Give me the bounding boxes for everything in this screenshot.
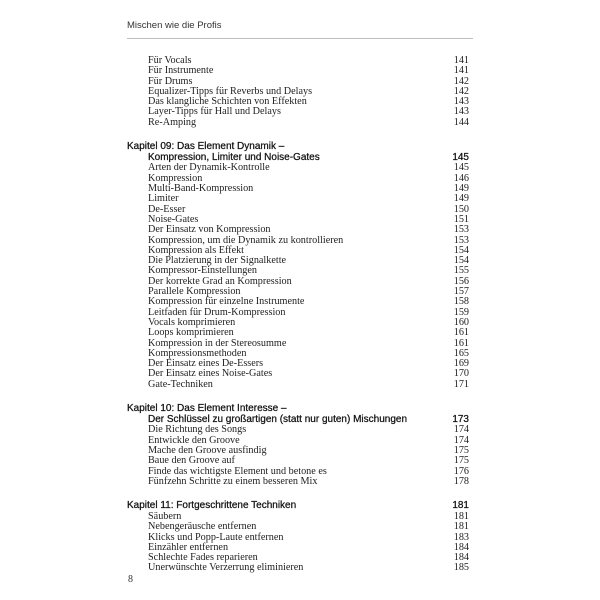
chapter-09 xyxy=(127,142,469,390)
entry-page: 154 xyxy=(453,244,469,256)
entry-page: 185 xyxy=(453,562,469,574)
entry-page: 145 xyxy=(453,162,469,174)
entry-title: Der Einsatz eines De-Essers xyxy=(148,358,264,370)
entry-page: 183 xyxy=(453,531,469,543)
entry-page: 184 xyxy=(453,541,469,553)
entry-title: Fünfzehn Schritte zu einem besseren Mix xyxy=(148,475,318,487)
toc-entry xyxy=(127,563,469,573)
entry-page: 165 xyxy=(453,347,469,359)
entry-title: Layer-Tipps für Hall und Delays xyxy=(148,106,281,118)
entry-page: 153 xyxy=(453,224,469,236)
entry-title: Das klangliche Schichten von Effekten xyxy=(148,96,307,108)
entry-page: 181 xyxy=(453,510,469,522)
entry-page: 146 xyxy=(453,172,469,184)
chapter-11 xyxy=(127,501,469,573)
chapter-page: 181 xyxy=(452,500,469,512)
entry-page: 158 xyxy=(453,296,469,308)
entry-title: Noise-Gates xyxy=(148,213,199,225)
entry-page: 174 xyxy=(453,424,469,436)
entry-page: 159 xyxy=(453,306,469,318)
entry-page: 170 xyxy=(453,368,469,380)
entry-title: Der Einsatz eines Noise-Gates xyxy=(148,368,273,380)
toc-entry xyxy=(127,380,469,390)
entry-page: 151 xyxy=(453,213,469,225)
entry-title: Leitfaden für Drum-Kompression xyxy=(148,306,286,318)
entry-title: Kompression, um die Dynamik zu kontrollieren xyxy=(148,234,344,246)
entry-page: 171 xyxy=(453,378,469,390)
entry-page: 153 xyxy=(453,234,469,246)
entry-page: 169 xyxy=(453,358,469,370)
toc-entry xyxy=(127,522,469,532)
running-head: Mischen wie die Profis xyxy=(127,20,222,31)
entry-page: 143 xyxy=(453,96,469,108)
chapter-page: 173 xyxy=(452,413,469,425)
entry-title: Für Vocals xyxy=(148,55,192,66)
entry-title: Entwickle den Groove xyxy=(148,434,240,446)
entry-page: 175 xyxy=(453,445,469,457)
entry-title: Klicks und Popp-Laute entfernen xyxy=(148,531,284,543)
entry-page: 175 xyxy=(453,455,469,467)
entry-title: Kompressor-Einstellungen xyxy=(148,265,258,277)
table-of-contents xyxy=(127,56,469,574)
entry-title: De-Esser xyxy=(148,203,186,215)
toc-entry xyxy=(127,477,469,487)
entry-title: Schlechte Fades reparieren xyxy=(148,552,258,564)
entry-title: Vocals komprimieren xyxy=(148,316,236,328)
entry-title: Finde das wichtigste Element und betone es xyxy=(148,465,327,477)
entry-title: Mache den Groove ausfindig xyxy=(148,445,267,457)
entry-page: 154 xyxy=(453,255,469,267)
entry-page: 144 xyxy=(453,116,469,128)
entry-title: Nebengeräusche entfernen xyxy=(148,521,257,533)
entry-page: 155 xyxy=(453,265,469,277)
entry-title: Kompressionsmethoden xyxy=(148,347,247,359)
entry-title: Re-Amping xyxy=(148,116,197,128)
entry-title: Die Richtung des Songs xyxy=(148,424,247,436)
entry-title: Gate-Techniken xyxy=(148,378,213,390)
chapter-10 xyxy=(127,404,469,487)
entry-page: 149 xyxy=(453,193,469,205)
chapter-heading-line2: Der Schlüssel zu großartigen (statt nur guten) Mischungen xyxy=(148,413,408,425)
entry-page: 141 xyxy=(453,55,469,66)
chapter-heading-line1: Kapitel 09: Das Element Dynamik – xyxy=(127,141,285,153)
entry-title: Kompression in der Stereosumme xyxy=(148,337,287,349)
entry-title: Kompression als Effekt xyxy=(148,244,245,256)
entry-page: 141 xyxy=(453,65,469,77)
entry-title: Die Platzierung in der Signalkette xyxy=(148,255,287,267)
entry-page: 184 xyxy=(453,552,469,564)
entry-title: Loops komprimieren xyxy=(148,327,234,339)
entry-title: Unerwünschte Verzerrung eliminieren xyxy=(148,562,304,574)
entry-title: Baue den Groove auf xyxy=(148,455,235,467)
entry-page: 157 xyxy=(453,286,469,298)
entry-title: Säubern xyxy=(148,510,182,522)
chapter-heading-line2: Kompression, Limiter und Noise-Gates xyxy=(148,151,320,163)
entry-page: 142 xyxy=(453,75,469,87)
chapter-heading-line1: Kapitel 11: Fortgeschrittene Techniken xyxy=(127,500,297,512)
entry-title: Für Instrumente xyxy=(148,65,214,77)
entry-page: 176 xyxy=(453,465,469,477)
entry-title: Für Drums xyxy=(148,75,193,87)
entry-page: 181 xyxy=(453,521,469,533)
entry-page: 150 xyxy=(453,203,469,215)
entry-page: 174 xyxy=(453,434,469,446)
entry-page: 156 xyxy=(453,275,469,287)
chapter-heading-line1: Kapitel 10: Das Element Interesse – xyxy=(127,403,287,415)
page-number: 8 xyxy=(128,574,133,585)
toc-entry xyxy=(127,328,469,338)
entry-title: Parallele Kompression xyxy=(148,286,241,298)
entry-title: Einzähler entfernen xyxy=(148,541,229,553)
entry-title: Der korrekte Grad an Kompression xyxy=(148,275,292,287)
entry-page: 161 xyxy=(453,327,469,339)
entry-title: Der Einsatz von Kompression xyxy=(148,224,271,236)
entry-title: Kompression für einzelne Instrumente xyxy=(148,296,305,308)
chapter-page: 145 xyxy=(452,151,469,163)
entry-page: 160 xyxy=(453,316,469,328)
entry-page: 149 xyxy=(453,183,469,195)
entry-page: 143 xyxy=(453,106,469,118)
entry-title: Kompression xyxy=(148,172,203,184)
entry-title: Limiter xyxy=(148,193,179,205)
entry-page: 161 xyxy=(453,337,469,349)
toc-entry xyxy=(127,118,469,128)
entry-page: 178 xyxy=(453,475,469,487)
entry-title: Multi-Band-Kompression xyxy=(148,183,254,195)
header-rule xyxy=(127,38,473,39)
entry-title: Equalizer-Tipps für Reverbs und Delays xyxy=(148,85,313,97)
entry-title: Arten der Dynamik-Kontrolle xyxy=(148,162,270,174)
intro-entries xyxy=(127,56,469,128)
entry-page: 142 xyxy=(453,85,469,97)
